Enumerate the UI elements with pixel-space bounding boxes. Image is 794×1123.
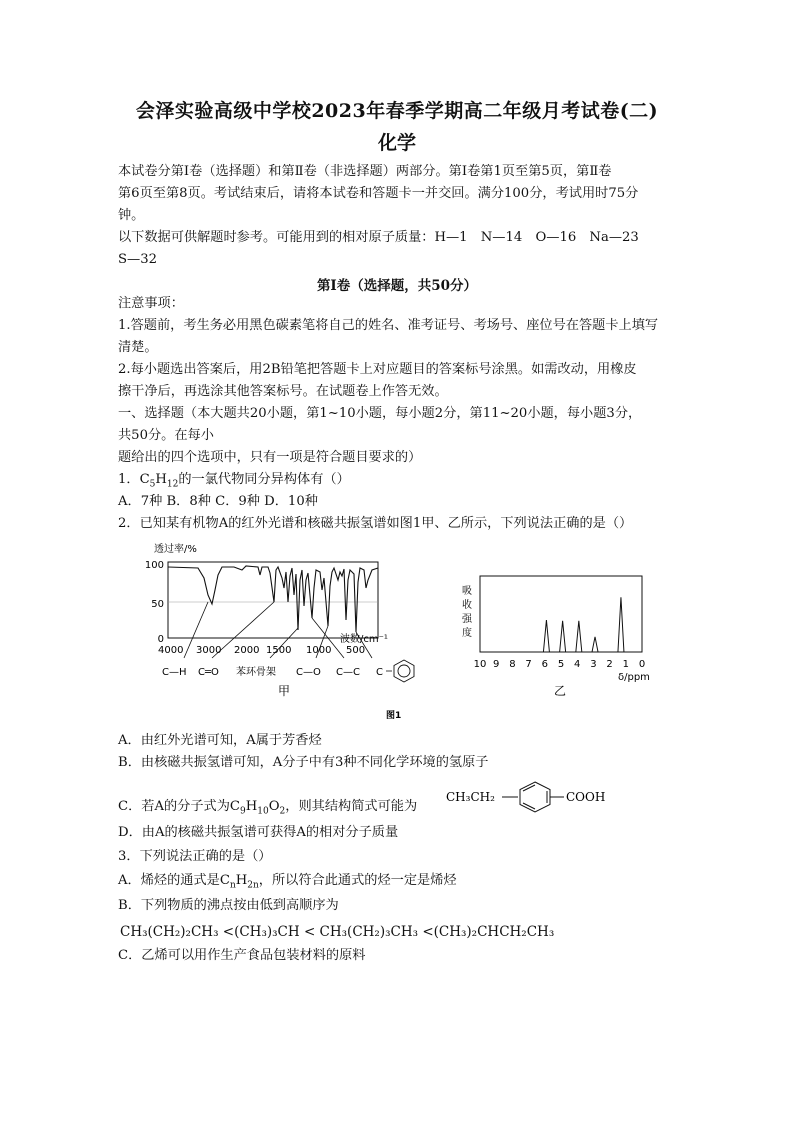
ir-xtick: 1000 [306,645,332,656]
benzene-ring-icon [520,782,550,812]
q2-option-d: D．由A的核磁共振氢谱可获得A的相对分子质量 [118,825,399,840]
nmr-xtick: 2 [606,659,613,670]
ir-xtick: 4000 [158,645,184,656]
ir-xtick: 2000 [234,645,260,656]
ir-xunit: 波数/cm⁻¹ [340,634,388,645]
nmr-xtick: 10 [473,659,487,670]
note-line: 擦干净后，再选涂其他答案标号。在试题卷上作答无效。 [118,384,448,399]
nmr-peak [618,597,624,652]
note-line: 1.答题前，考生务必用黑色碳素笔将自己的姓名、准考证号、考场号、座位号在答题卡上填写 [118,318,659,333]
figure-1 [118,540,678,730]
structure-left: CH₃CH₂ [446,790,495,804]
structure-right: COOH [566,790,606,804]
part-heading-line: 题给出的四个选项中，只有一项是符合题目要求的） [118,450,422,465]
nmr-ylabel: 强 [462,614,472,625]
q3-option-b: B．下列物质的沸点按由低到高顺序为 [118,898,339,913]
ir-spectrum [145,542,414,698]
nmr-xtick: 6 [541,659,548,670]
ir-xtick: 3000 [196,645,222,656]
intro-line: 以下数据可供解题时参考。可能用到的相对原子质量：H—1 N—14 O—16 Na—23 [118,230,639,245]
subject-title: 化学 [377,132,416,154]
ir-band-label: C═O [198,667,219,678]
nmr-xunit: δ/ppm [618,672,650,683]
ir-ytick: 50 [151,599,164,610]
nmr-xtick: 3 [590,659,597,670]
intro-line: 第6页至第8页。考试结束后，请将本试卷和答题卡一并交回。满分100分，考试用时75分 [118,186,639,201]
ir-band-label: C—H [162,667,187,678]
intro-line: 钟。 [118,208,145,223]
nmr-panel-label: 乙 [554,684,567,698]
ir-ytick: 100 [144,560,164,571]
structure-formula [446,776,616,816]
notes-heading: 注意事项： [118,296,184,311]
nmr-xtick: 7 [525,659,532,670]
section-title: 第Ⅰ卷（选择题，共50分） [316,278,478,294]
q3-stem: 3．下列说法正确的是（） [118,849,272,864]
nmr-ticks [474,659,646,670]
exam-title: 会泽实验高级中学校2023年春季学期高二年级月考试卷(二) [135,100,659,122]
nmr-xtick: 5 [557,659,565,670]
ir-ytick: 0 [157,634,164,645]
ir-band-label: 苯环骨架 [236,667,276,678]
nmr-ylabel: 收 [462,600,472,611]
q3-option-c: C．乙烯可以用作生产食品包装材料的原料 [118,948,366,963]
part-heading-line: 共50分。在每小 [118,428,214,443]
ir-xtick: 1500 [266,645,292,656]
figure-caption: 图1 [386,711,402,721]
q2-option-b: B．由核磁共振氢谱可知，A分子中有3种不同化学环境的氢原子 [118,755,489,770]
q3-option-a: A．烯烃的通式是$C_nH_{2n}$，所以符合此通式的烃一定是烯烃 [118,873,457,891]
nmr-peak [592,637,598,652]
note-line: 清楚。 [118,340,158,355]
nmr-xtick: 8 [509,659,516,670]
nmr-xtick: 9 [493,659,500,670]
nmr-peak [576,621,582,652]
ir-panel-label: 甲 [278,684,291,698]
ir-ylabel: 透过率/% [154,544,197,555]
nmr-ylabel: 度 [462,628,472,639]
nmr-xtick: 0 [638,659,646,670]
q2-option-a: A．由红外光谱可知，A属于芳香烃 [118,733,322,748]
ir-band-label: C—C [336,667,360,678]
q3-formula: CH₃(CH₂)₂CH₃ <(CH₃)₃CH < CH₃(CH₂)₃CH₃ <(CH₃)₂CHCH₂CH₃ [120,924,555,940]
nmr-xtick: 1 [622,659,629,670]
nmr-peak [543,620,549,652]
intro-line: S—32 [118,252,158,267]
nmr-xtick: 4 [574,659,581,670]
q2-stem: 2．已知某有机物A的红外光谱和核磁共振氢谱如图1甲、乙所示，下列说法正确的是（） [118,516,633,531]
nmr-spectrum [462,576,650,698]
part-heading-line: 一、选择题（本大题共20小题，第1~10小题，每小题2分，第11~20小题，每小题3分， [118,406,642,421]
q1-stem: 1．$C_5H_{12}$的一氯代物同分异构体有（） [118,472,350,490]
ir-xtick: 500 [346,645,366,656]
nmr-peaks [543,597,624,652]
benzene-ring-icon [394,660,414,682]
nmr-peak [560,621,566,652]
nmr-ylabel: 吸 [462,586,472,597]
q2-option-c: C．若A的分子式为$C_9H_{10}O_2$，则其结构简式可能为 [118,799,418,817]
q1-options: A．7种 B．8种 C．9种 D．10种 [118,494,318,509]
note-line: 2.每小题选出答案后，用2B铅笔把答题卡上对应题目的答案标号涂黑。如需改动，用橡皮 [118,362,637,377]
ir-band-label: C—O [296,667,321,678]
intro-line: 本试卷分第Ⅰ卷（选择题）和第Ⅱ卷（非选择题）两部分。第Ⅰ卷第1页至第5页，第Ⅱ卷 [118,164,612,179]
ir-band-label: C [376,667,383,678]
